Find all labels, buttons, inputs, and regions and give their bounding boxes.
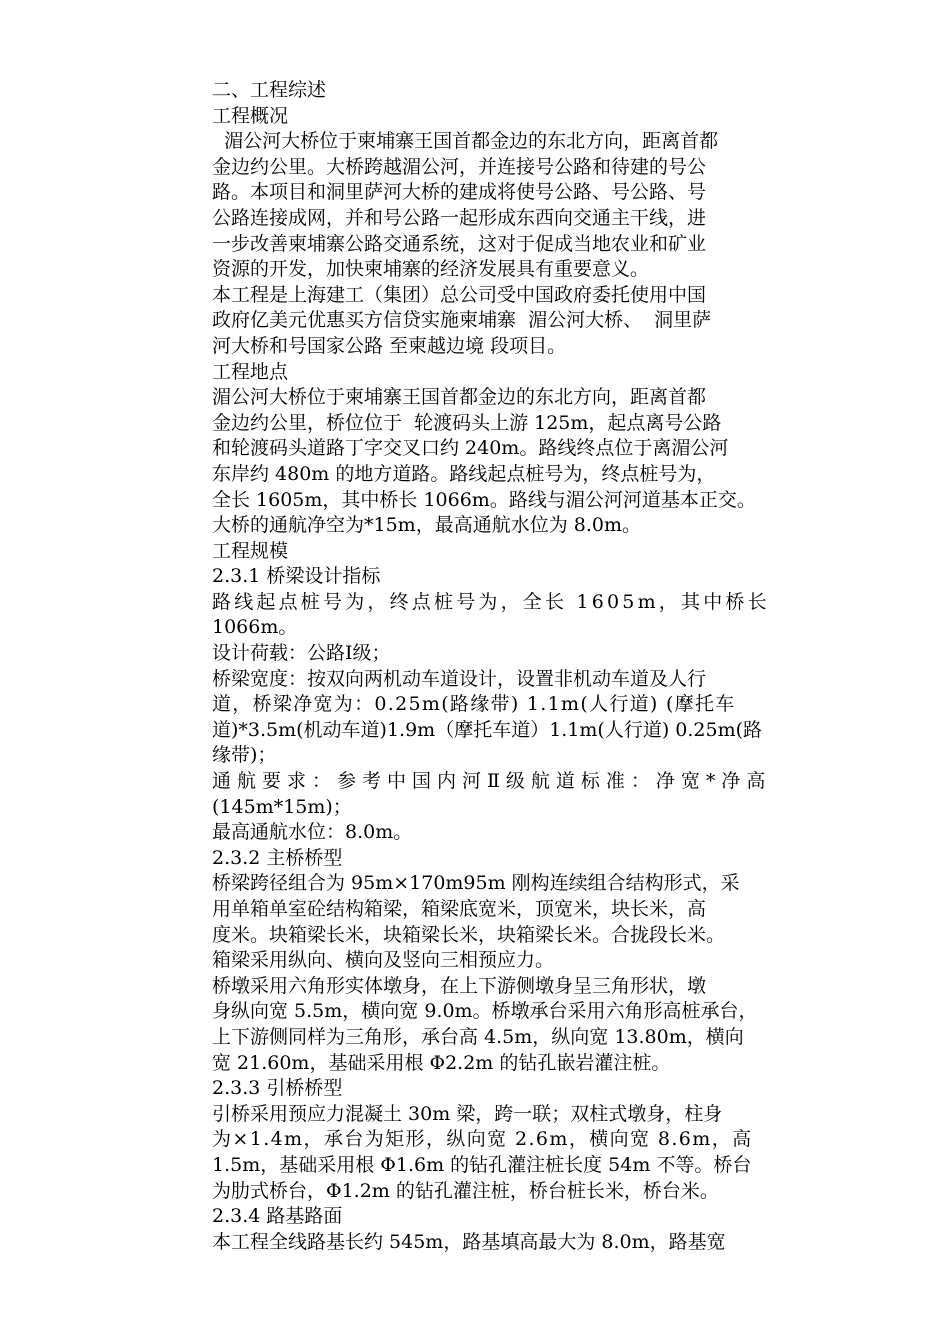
text-line: 箱梁采用纵向、横向及竖向三相预应力。: [212, 949, 555, 972]
text-line: 湄公河大桥位于柬埔寨王国首都金边的东北方向，距离首都: [212, 130, 719, 153]
text-line: 公路连接成网，并和号公路一起形成东西向交通主干线，进: [212, 206, 707, 229]
subsection-title: 2.3.2 主桥桥型: [212, 846, 343, 869]
subsection-title: 2.3.3 引桥桥型: [212, 1077, 343, 1100]
text-line: 资源的开发，加快柬埔寨的经济发展具有重要意义。: [212, 258, 650, 281]
section-title: 二、工程综述: [212, 79, 327, 101]
text-line: 政府亿美元优惠买方信贷实施柬埔寨 湄公河大桥、 洞里萨: [212, 309, 712, 332]
text-line: 宽 21.60m，基础采用根 Φ2.2m 的钻孔嵌岩灌注桩。: [212, 1051, 671, 1074]
text-line: 上下游侧同样为三角形，承台高 4.5m，纵向宽 13.80m，横向: [212, 1025, 744, 1048]
text-line: 金边约公里。大桥跨越湄公河，并连接号公路和待建的号公: [212, 155, 707, 178]
text-line: 桥梁跨径组合为 95m×170m95m 刚构连续组合结构形式，采: [212, 872, 740, 895]
subsection-title: 工程概况: [212, 104, 289, 127]
text-line: 本工程是上海建工（集团）总公司受中国政府委托使用中国: [212, 283, 707, 306]
text-line: 用单箱单室砼结构箱梁，箱梁底宽米，顶宽米，块长米，高: [212, 898, 707, 920]
text-line: 东岸约 480m 的地方道路。路线起点桩号为，终点桩号为，: [212, 462, 716, 485]
text-line: 为×1.4m，承台为矩形，纵向宽 2.6m，横向宽 8.6m，高: [212, 1128, 753, 1151]
text-line: 河大桥和号国家公路 至柬越边境 段项目。: [212, 334, 567, 357]
text-line: 为肋式桥台，Φ1.2m 的钻孔灌注桩，桥台桩长米，桥台米。: [212, 1179, 719, 1202]
text-line: 引桥采用预应力混凝土 30m 梁，跨一联；双柱式墩身，柱身: [212, 1102, 723, 1125]
text-line: 全长 1605m，其中桥长 1066m。路线与湄公河河道基本正交。: [212, 488, 756, 511]
text-line: 大桥的通航净空为*15m，最高通航水位为 8.0m。: [212, 514, 641, 537]
text-line: 设计荷载：公路Ⅰ级；: [212, 642, 391, 665]
text-line: 最高通航水位：8.0m。: [212, 821, 413, 844]
text-line: 路。本项目和洞里萨河大桥的建成将使号公路、号公路、号: [212, 181, 707, 204]
text-line: (145m*15m)；: [212, 795, 352, 818]
text-line: 路线起点桩号为，终点桩号为，全长 1605m，其中桥长: [212, 590, 770, 613]
text-line: 度米。块箱梁长米，块箱梁长米，块箱梁长米。合拢段长米。: [212, 923, 726, 946]
text-line: 金边约公里，桥位位于 轮渡码头上游 125m，起点离号公路: [212, 411, 722, 434]
text-line: 和轮渡码头道路丁字交叉口约 240m。路线终点位于离湄公河: [212, 437, 729, 460]
text-line: 湄公河大桥位于柬埔寨王国首都金边的东北方向，距离首都: [212, 386, 707, 409]
subsection-title: 工程规模: [212, 539, 289, 562]
text-line: 身纵向宽 5.5m，横向宽 9.0m。桥墩承台采用六角形高桩承台，: [212, 1000, 758, 1023]
text-line: 道)*3.5m(机动车道)1.9m（摩托车道）1.1m(人行道) 0.25m(路: [212, 718, 763, 741]
text-line: 通航要求：参考中国内河Ⅱ级航道标准：净宽*净高: [212, 770, 772, 793]
text-line: 桥墩采用六角形实体墩身，在上下游侧墩身呈三角形状，墩: [212, 974, 707, 997]
text-line: 1066m。: [212, 616, 298, 639]
document-body: [212, 78, 808, 1255]
subsection-title: 2.3.4 路基路面: [212, 1205, 343, 1228]
subsection-title: 工程地点: [212, 360, 289, 383]
text-line: 一步改善柬埔寨公路交通系统，这对于促成当地农业和矿业: [212, 232, 707, 255]
text-line: 道，桥梁净宽为：0.25m(路缘带) 1.1m(人行道) (摩托车: [212, 693, 736, 716]
text-line: 1.5m，基础采用根 Φ1.6m 的钻孔灌注桩长度 54m 不等。桥台: [212, 1153, 752, 1176]
text-line: 缘带)；: [212, 744, 277, 767]
text-line: 桥梁宽度：按双向两机动车道设计，设置非机动车道及人行: [212, 667, 707, 690]
subsection-title: 2.3.1 桥梁设计指标: [212, 565, 381, 588]
text-line: 本工程全线路基长约 545m，路基填高最大为 8.0m，路基宽: [212, 1230, 726, 1253]
